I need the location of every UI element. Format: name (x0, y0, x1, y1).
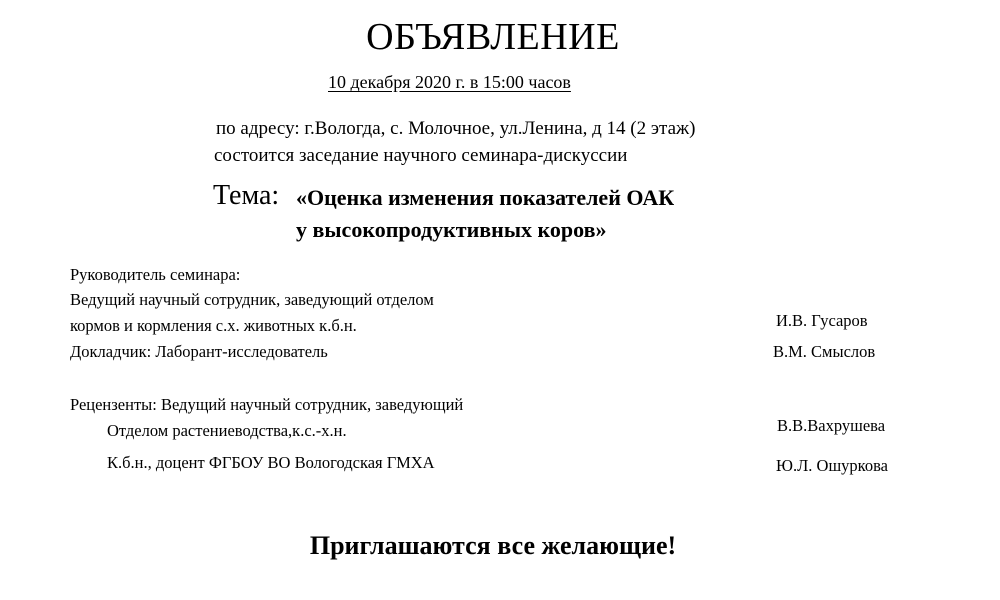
leader-name: И.В. Гусаров (776, 311, 868, 330)
reviewer-2-name: Ю.Л. Ошуркова (776, 456, 888, 475)
speaker-name: В.М. Смыслов (773, 342, 876, 361)
event-date: 10 декабря 2020 г. в 15:00 часов (328, 72, 571, 92)
leader-role-line-2: кормов и кормления с.х. животных к.б.н. (70, 316, 357, 335)
topic-title-line-1: «Оценка изменения показателей ОАК (296, 185, 675, 210)
page-title: ОБЪЯВЛЕНИЕ (366, 16, 620, 58)
closing-invitation: Приглашаются все желающие! (309, 531, 677, 560)
speaker-role: Докладчик: Лаборант-исследователь (70, 342, 328, 361)
leader-heading: Руководитель семинара: (70, 265, 241, 284)
reviewer-1-name: В.В.Вахрушева (777, 416, 886, 435)
leader-role-line-1: Ведущий научный сотрудник, заведующий отделом (70, 290, 434, 309)
event-description: состоится заседание научного семинара-дискуссии (214, 145, 628, 166)
reviewers-line-3: К.б.н., доцент ФГБОУ ВО Вологодская ГМХА (107, 453, 435, 472)
topic-label: Тема: (213, 180, 280, 211)
reviewers-line-2: Отделом растениеводства,к.с.-х.н. (107, 421, 347, 440)
topic-title-line-2: у высокопродуктивных коров» (296, 217, 607, 242)
event-address: по адресу: г.Вологда, с. Молочное, ул.Ленина, д 14 (2 этаж) (216, 118, 696, 139)
reviewers-line-1: Рецензенты: Ведущий научный сотрудник, заведующий (70, 395, 464, 414)
